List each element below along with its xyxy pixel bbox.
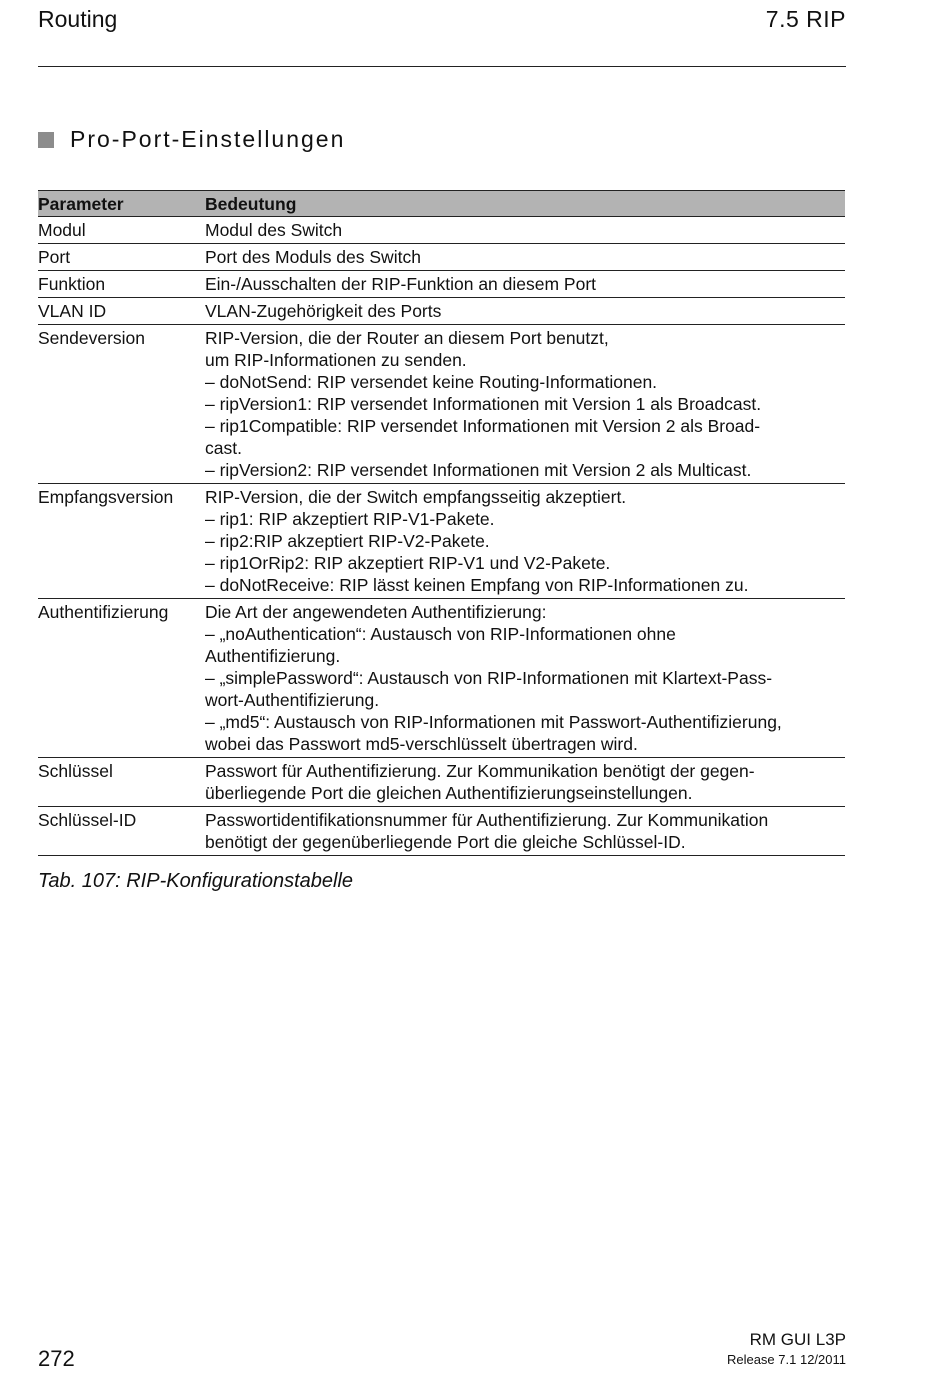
running-header-section: 7.5 RIP [765,6,846,32]
release-info: Release 7.1 12/2011 [726,1352,846,1367]
table-row [38,807,845,856]
document-name: RM GUI L3P [749,1330,846,1349]
meaning-line: – doNotReceive: RIP lässt keinen Empfang von RIP-Informationen zu. [205,575,749,595]
meaning-line: – rip1Compatible: RIP versendet Informationen mit Version 2 als Broad- [205,416,761,436]
meaning-line: Die Art der angewendeten Authentifizierung: [205,602,547,622]
table-row [38,244,845,271]
meaning-cell [205,217,845,244]
meaning-line: Authentifizierung. [205,646,341,666]
meaning-cell [205,325,845,484]
meaning-line: – rip2:RIP akzeptiert RIP-V2-Pakete. [205,531,490,551]
meaning-line: Ein-/Ausschalten der RIP-Funktion an diesem Port [205,274,597,294]
table-caption: Tab. 107: RIP-Konfigurationstabelle [38,870,354,892]
table-row [38,325,845,484]
table-row [38,484,845,599]
meaning-cell [205,298,845,325]
section-heading [38,126,345,153]
meaning-cell [205,599,845,758]
meaning-line: – doNotSend: RIP versendet keine Routing-Informationen. [205,372,658,392]
meaning-line: RIP-Version, die der Switch empfangsseitig akzeptiert. [205,487,627,507]
section-title: Pro-Port-Einstellungen [70,126,346,152]
meaning-line: – „simplePassword“: Austausch von RIP-Informationen mit Klartext-Pass- [205,668,773,688]
param-cell: Modul [38,217,205,244]
param-cell: Schlüssel [38,758,205,807]
meaning-cell [205,271,845,298]
meaning-cell [205,758,845,807]
meaning-line: wort-Authentifizierung. [205,690,380,710]
table-row [38,298,845,325]
table-row [38,599,845,758]
meaning-cell [205,244,845,271]
table-row [38,758,845,807]
meaning-line: – rip1OrRip2: RIP akzeptiert RIP-V1 und V2-Pakete. [205,553,611,573]
meaning-line: Passwortidentifikationsnummer für Authentifizierung. Zur Kommunikation [205,810,769,830]
meaning-line: – „md5“: Austausch von RIP-Informationen mit Passwort-Authentifizierung, [205,712,782,732]
rip-config-table [38,190,845,856]
table-row [38,271,845,298]
column-header-parameter: Parameter [38,191,205,217]
meaning-line: benötigt der gegenüberliegende Port die gleiche Schlüssel-ID. [205,832,686,852]
meaning-line: um RIP-Informationen zu senden. [205,350,467,370]
meaning-line: Passwort für Authentifizierung. Zur Kommunikation benötigt der gegen- [205,761,755,781]
meaning-line: – rip1: RIP akzeptiert RIP-V1-Pakete. [205,509,495,529]
meaning-line: Modul des Switch [205,220,343,240]
square-bullet-icon [38,132,54,148]
param-cell: Authentifizierung [38,599,205,758]
running-header-chapter: Routing [38,6,118,32]
meaning-line: – „noAuthentication“: Austausch von RIP-Informationen ohne [205,624,676,644]
meaning-cell [205,807,845,856]
param-cell: Schlüssel-ID [38,807,205,856]
param-cell: Port [38,244,205,271]
meaning-line: überliegende Port die gleichen Authentifizierungseinstellungen. [205,783,693,803]
meaning-line: wobei das Passwort md5-verschlüsselt übertragen wird. [205,734,638,754]
param-cell: Funktion [38,271,205,298]
param-cell: Sendeversion [38,325,205,484]
meaning-line: VLAN-Zugehörigkeit des Ports [205,301,442,321]
meaning-line: – ripVersion1: RIP versendet Informationen mit Version 1 als Broadcast. [205,394,762,414]
table-header-row [38,191,845,217]
meaning-cell [205,484,845,599]
meaning-line: RIP-Version, die der Router an diesem Port benutzt, [205,328,609,348]
table-row [38,217,845,244]
param-cell: VLAN ID [38,298,205,325]
meaning-line: Port des Moduls des Switch [205,247,421,267]
meaning-line: – ripVersion2: RIP versendet Informationen mit Version 2 als Multicast. [205,460,752,480]
header-divider [38,66,846,67]
column-header-meaning: Bedeutung [205,191,845,217]
meaning-line: cast. [205,438,242,458]
page-number: 272 [38,1346,75,1371]
param-cell: Empfangsversion [38,484,205,599]
